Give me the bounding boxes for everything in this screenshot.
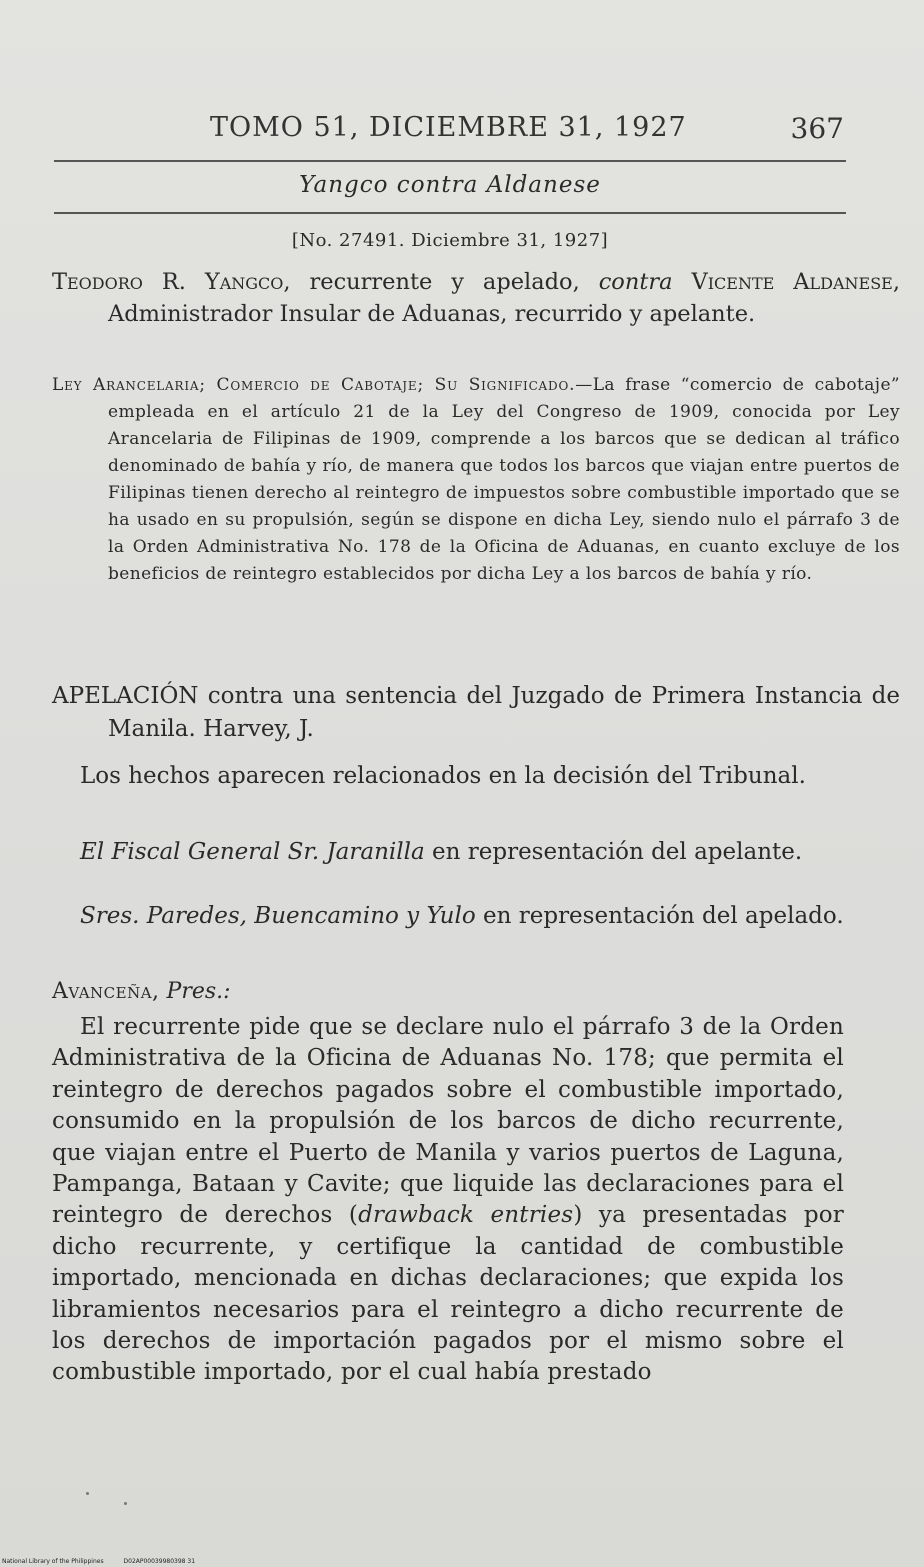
- body-part2: ) ya presentadas por dicho recurrente, y certifique la cantidad de combustible importado, mencionada en dichas declaraciones; que expida los libramientos necesarios para el reintegro a dicho recurrente de los derechos de importación pagados por el mismo sobre el combustible importado, por el cual había prestado: [52, 1202, 844, 1386]
- fiscal-text: en representación del apelante.: [424, 839, 803, 865]
- syllabus-text: —La frase “comercio de cabotaje” empleada en el artículo 21 de la Ley del Congreso de 1909, conocida por Ley Arancelaria de Filipinas de 1909, comprende a los barcos que se dedican al tráfico denominado de bahía y río, de manera que todos los barcos que viajan entre puertos de Filipinas tienen derecho al reintegro de impuestos sobre combustible importado que se ha usado en su propulsión, según se dispone en dicha Ley, siendo nulo el párrafo 3 de la Orden Administrativa No. 178 de la Oficina de Aduanas, en cuanto excluye de los beneficios de reintegro establecidos por dicha Ley a los barcos de bahía y río.: [108, 375, 900, 584]
- header-rule: [54, 160, 846, 162]
- petitioner-role: recurrente y apelado,: [290, 269, 599, 295]
- scan-speck: [124, 1502, 127, 1505]
- page-number: 367: [790, 112, 844, 145]
- case-parties: [52, 266, 900, 330]
- body-part1: El recurrente pide que se declare nulo el párrafo 3 de la Orden Administrativa de la Oficina de Aduanas No. 178; que permita el reintegro de derechos pagados sobre el combustible importado, consumido en la propulsión de los barcos de dicho recurrente, que viajan entre el Puerto de Manila y varios puertos de Laguna, Pampanga, Bataan y Cavite; que liquide las declaraciones para el reintegro de derechos (: [52, 1014, 844, 1229]
- petitioner-name: Teodoro R. Yangco,: [52, 269, 291, 295]
- counsel-appellant: [52, 836, 844, 869]
- opinion-author: [52, 976, 844, 1008]
- page-header: [54, 112, 846, 156]
- respondent-name: Vicente Aldanese,: [672, 269, 900, 295]
- body-italic: drawback entries: [358, 1202, 574, 1229]
- scan-speck: [86, 1492, 89, 1495]
- fiscal-name: El Fiscal General Sr. Jaranilla: [80, 839, 425, 865]
- contra-word: contra: [598, 269, 673, 295]
- case-title: Yangco contra Aldanese: [299, 172, 601, 198]
- appeal-statement: [52, 680, 900, 746]
- respondent-role: Administrador Insular de Aduanas, recurrido y apelante.: [108, 301, 756, 327]
- sres-name: Sres. Paredes, Buencamino y Yulo: [80, 903, 476, 929]
- facts-paragraph: Los hechos aparecen relacionados en la decisión del Tribunal.: [80, 763, 806, 789]
- footer-code: D02AP00039980398 31: [123, 1558, 196, 1565]
- appeal-text: contra una sentencia del Juzgado de Primera Instancia de Manila. Harvey, J.: [108, 683, 900, 742]
- justice-title: Pres.:: [159, 979, 231, 1004]
- running-head: TOMO 51, DICIEMBRE 31, 1927: [210, 112, 687, 143]
- sres-text: en representación del apelado.: [475, 903, 844, 929]
- title-rule: [54, 212, 846, 214]
- syllabus-heading: Ley Arancelaria; Comercio de Cabotaje; Su Significado.: [52, 375, 576, 395]
- scan-footer: [2, 1558, 213, 1565]
- justice-name: Avanceña,: [52, 979, 160, 1004]
- case-number: [No. 27491. Diciembre 31, 1927]: [291, 230, 609, 251]
- appeal-label: APELACIÓN: [52, 683, 199, 709]
- opinion-body: [52, 1012, 844, 1389]
- counsel-appellee: [52, 900, 844, 933]
- footer-library: National Library of the Philippines: [2, 1558, 104, 1565]
- syllabus: [52, 372, 900, 588]
